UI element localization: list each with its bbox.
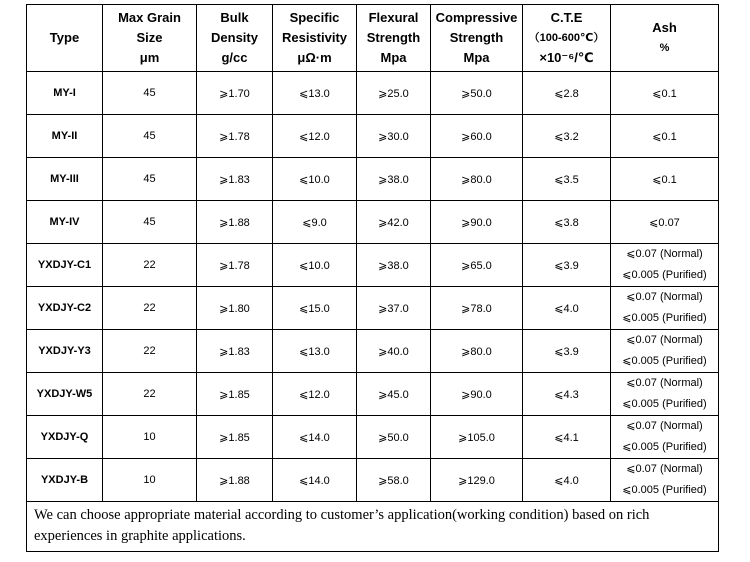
cell-flexural: ⩾38.0 xyxy=(357,158,431,201)
table-row xyxy=(27,72,719,115)
table-row xyxy=(27,287,719,330)
ash-value: ⩽0.07 (Normal) xyxy=(626,420,703,432)
ash-value: ⩽0.1 xyxy=(652,87,677,100)
cell-grain: 22 xyxy=(103,330,197,373)
cell-cte: ⩽3.9 xyxy=(523,244,611,287)
cell-cte: ⩽4.0 xyxy=(523,459,611,502)
cell-grain: 45 xyxy=(103,158,197,201)
cell-resistivity: ⩽15.0 xyxy=(273,287,357,330)
cell-density: ⩾1.70 xyxy=(197,72,273,115)
ash-value: ⩽0.1 xyxy=(652,173,677,186)
header-line: % xyxy=(659,42,670,54)
header-line: Compressive xyxy=(435,10,518,25)
cell-resistivity: ⩽13.0 xyxy=(273,330,357,373)
header-row xyxy=(27,5,719,72)
cell-compressive: ⩾65.0 xyxy=(431,244,523,287)
cell-grain: 10 xyxy=(103,416,197,459)
cell-type: MY-IV xyxy=(27,201,103,244)
column-header-max-grain-size xyxy=(103,5,197,72)
cell-compressive: ⩾105.0 xyxy=(431,416,523,459)
cell-grain: 45 xyxy=(103,72,197,115)
cell-flexural: ⩾42.0 xyxy=(357,201,431,244)
cell-type: YXDJY-Y3 xyxy=(27,330,103,373)
cell-type: MY-II xyxy=(27,115,103,158)
cell-compressive: ⩾78.0 xyxy=(431,287,523,330)
header-line: Size xyxy=(136,30,163,45)
cell-compressive: ⩾129.0 xyxy=(431,459,523,502)
cell-ash xyxy=(611,201,719,244)
note-row xyxy=(27,502,719,552)
header-line: Strength xyxy=(366,30,421,45)
footnote-text: We can choose appropriate material according to customer’s application(working condition) based on rich experiences in graphite applications. xyxy=(27,502,719,552)
cell-resistivity: ⩽13.0 xyxy=(273,72,357,115)
cell-type: YXDJY-W5 xyxy=(27,373,103,416)
cell-compressive: ⩾60.0 xyxy=(431,115,523,158)
cell-density: ⩾1.80 xyxy=(197,287,273,330)
cell-density: ⩾1.78 xyxy=(197,244,273,287)
column-header-cte xyxy=(523,5,611,72)
cell-compressive: ⩾90.0 xyxy=(431,201,523,244)
cell-flexural: ⩾58.0 xyxy=(357,459,431,502)
table-row xyxy=(27,244,719,287)
column-header-compressive-strength xyxy=(431,5,523,72)
cell-resistivity: ⩽12.0 xyxy=(273,115,357,158)
table-row xyxy=(27,459,719,502)
cell-grain: 22 xyxy=(103,373,197,416)
spec-table-container xyxy=(26,4,718,552)
cell-ash xyxy=(611,416,719,459)
table-row xyxy=(27,373,719,416)
cell-ash xyxy=(611,244,719,287)
ash-value: ⩽0.07 (Normal) xyxy=(626,291,703,303)
table-row xyxy=(27,416,719,459)
cell-flexural: ⩾25.0 xyxy=(357,72,431,115)
cell-density: ⩾1.88 xyxy=(197,459,273,502)
cell-density: ⩾1.88 xyxy=(197,201,273,244)
ash-value: ⩽0.005 (Purified) xyxy=(622,398,707,410)
cell-flexural: ⩾37.0 xyxy=(357,287,431,330)
ash-value: ⩽0.07 (Normal) xyxy=(626,334,703,346)
cell-grain: 22 xyxy=(103,244,197,287)
cell-cte: ⩽3.2 xyxy=(523,115,611,158)
cell-type: MY-III xyxy=(27,158,103,201)
cell-cte: ⩽3.9 xyxy=(523,330,611,373)
cell-ash xyxy=(611,459,719,502)
column-header-flexural-strength xyxy=(357,5,431,72)
cell-type: YXDJY-C2 xyxy=(27,287,103,330)
header-line: Strength xyxy=(449,30,504,45)
cell-flexural: ⩾40.0 xyxy=(357,330,431,373)
cell-cte: ⩽3.5 xyxy=(523,158,611,201)
header-line: Resistivity xyxy=(281,30,348,45)
header-line: μm xyxy=(139,50,160,65)
cell-compressive: ⩾80.0 xyxy=(431,158,523,201)
header-line: Flexural xyxy=(368,10,419,25)
cell-resistivity: ⩽14.0 xyxy=(273,416,357,459)
cell-ash xyxy=(611,115,719,158)
cell-grain: 10 xyxy=(103,459,197,502)
cell-compressive: ⩾50.0 xyxy=(431,72,523,115)
table-row xyxy=(27,330,719,373)
cell-ash xyxy=(611,373,719,416)
cell-resistivity: ⩽9.0 xyxy=(273,201,357,244)
table-header xyxy=(27,5,719,72)
cell-flexural: ⩾38.0 xyxy=(357,244,431,287)
graphite-spec-table xyxy=(26,4,719,552)
ash-value: ⩽0.07 (Normal) xyxy=(626,377,703,389)
table-row xyxy=(27,201,719,244)
cell-flexural: ⩾45.0 xyxy=(357,373,431,416)
ash-value: ⩽0.005 (Purified) xyxy=(622,269,707,281)
header-line: g/cc xyxy=(221,50,248,65)
ash-value: ⩽0.005 (Purified) xyxy=(622,312,707,324)
cell-ash xyxy=(611,72,719,115)
cell-resistivity: ⩽12.0 xyxy=(273,373,357,416)
cell-density: ⩾1.85 xyxy=(197,416,273,459)
cell-cte: ⩽3.8 xyxy=(523,201,611,244)
ash-value: ⩽0.07 xyxy=(649,216,680,229)
header-line: Bulk xyxy=(220,10,249,25)
cell-compressive: ⩾90.0 xyxy=(431,373,523,416)
header-line: Density xyxy=(211,30,258,45)
ash-value: ⩽0.005 (Purified) xyxy=(622,355,707,367)
column-header-bulk-density xyxy=(197,5,273,72)
cell-grain: 22 xyxy=(103,287,197,330)
cell-type: YXDJY-Q xyxy=(27,416,103,459)
cell-density: ⩾1.78 xyxy=(197,115,273,158)
cell-grain: 45 xyxy=(103,115,197,158)
header-line: Ash xyxy=(652,20,677,35)
table-row xyxy=(27,115,719,158)
cell-type: MY-I xyxy=(27,72,103,115)
cell-ash xyxy=(611,287,719,330)
cell-density: ⩾1.83 xyxy=(197,330,273,373)
ash-value: ⩽0.1 xyxy=(652,130,677,143)
cell-cte: ⩽4.0 xyxy=(523,287,611,330)
cell-grain: 45 xyxy=(103,201,197,244)
cell-compressive: ⩾80.0 xyxy=(431,330,523,373)
table-body xyxy=(27,72,719,502)
ash-value: ⩽0.005 (Purified) xyxy=(622,441,707,453)
cell-resistivity: ⩽14.0 xyxy=(273,459,357,502)
ash-value: ⩽0.07 (Normal) xyxy=(626,463,703,475)
header-line: Type xyxy=(49,30,80,45)
cell-ash xyxy=(611,330,719,373)
table-row xyxy=(27,158,719,201)
header-line: μΩ·m xyxy=(297,50,332,65)
header-line: （100-600℃） xyxy=(528,32,605,44)
column-header-specific-resistivity xyxy=(273,5,357,72)
header-line: ×10⁻⁶/℃ xyxy=(539,50,594,65)
header-line: C.T.E xyxy=(550,10,583,25)
ash-value: ⩽0.07 (Normal) xyxy=(626,248,703,260)
cell-cte: ⩽4.1 xyxy=(523,416,611,459)
cell-resistivity: ⩽10.0 xyxy=(273,244,357,287)
cell-density: ⩾1.85 xyxy=(197,373,273,416)
cell-cte: ⩽4.3 xyxy=(523,373,611,416)
column-header-ash xyxy=(611,5,719,72)
header-line: Max Grain xyxy=(118,10,181,25)
cell-flexural: ⩾50.0 xyxy=(357,416,431,459)
header-line: Specific xyxy=(289,10,340,25)
cell-ash xyxy=(611,158,719,201)
cell-type: YXDJY-C1 xyxy=(27,244,103,287)
header-line: Mpa xyxy=(380,50,407,65)
cell-density: ⩾1.83 xyxy=(197,158,273,201)
cell-cte: ⩽2.8 xyxy=(523,72,611,115)
cell-type: YXDJY-B xyxy=(27,459,103,502)
ash-value: ⩽0.005 (Purified) xyxy=(622,484,707,496)
cell-resistivity: ⩽10.0 xyxy=(273,158,357,201)
cell-flexural: ⩾30.0 xyxy=(357,115,431,158)
header-line: Mpa xyxy=(463,50,490,65)
column-header-type xyxy=(27,5,103,72)
